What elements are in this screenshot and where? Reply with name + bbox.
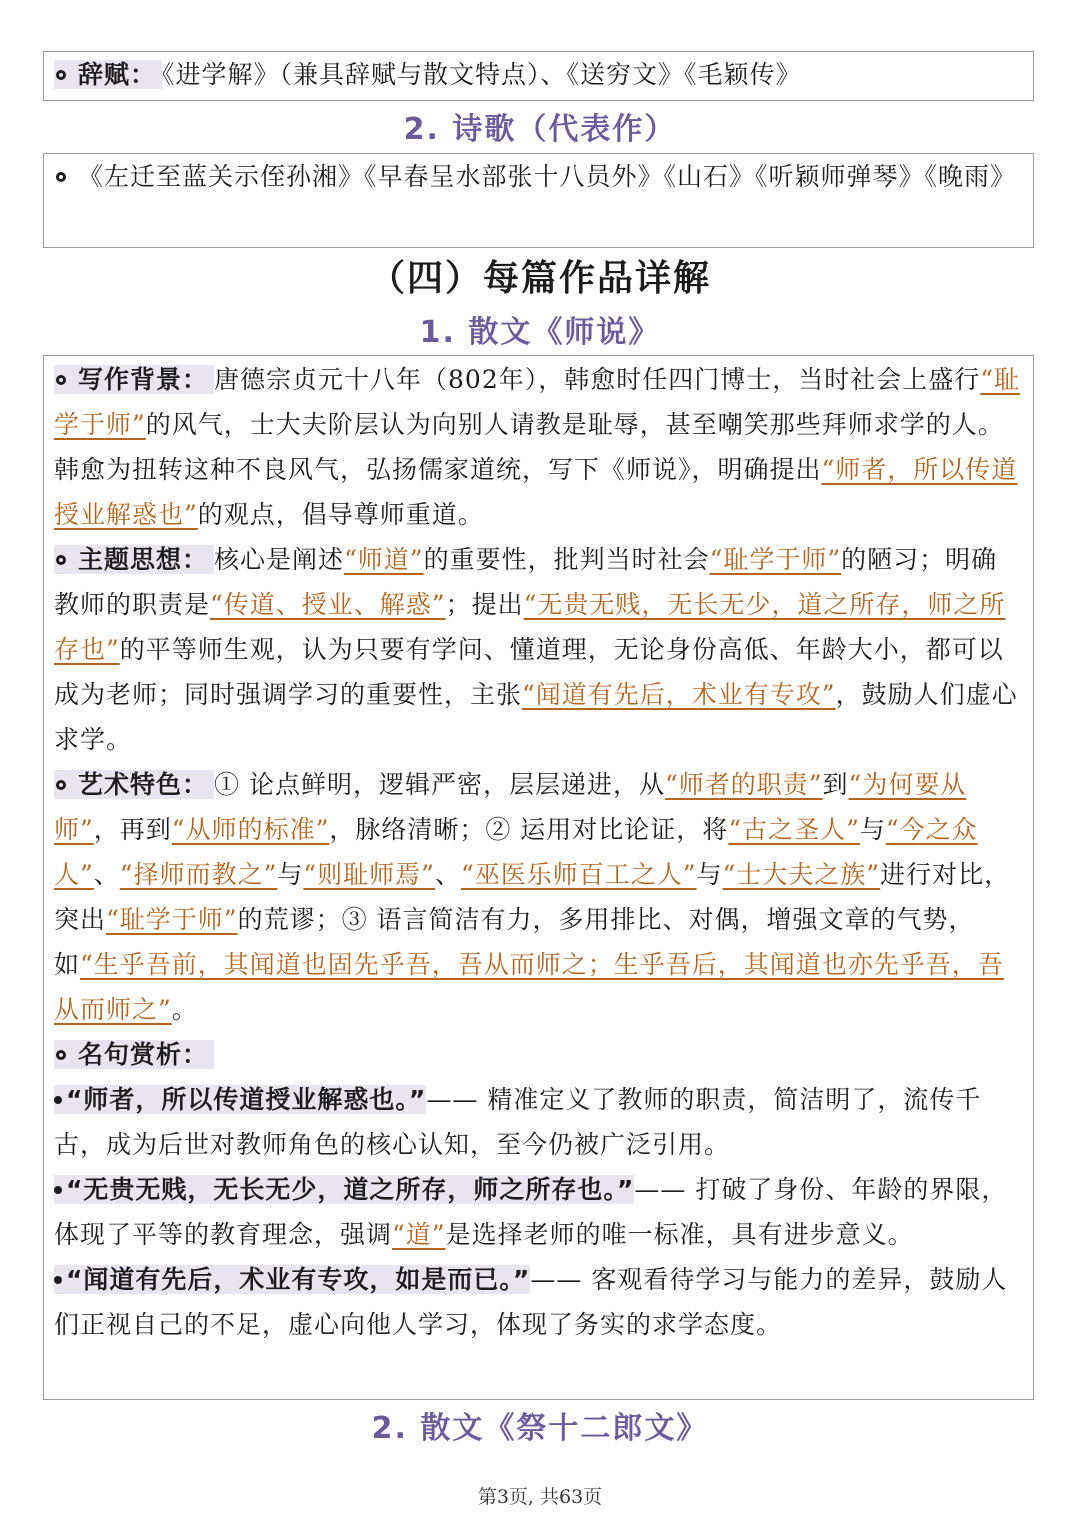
poetry-text: 《左迁至蓝关示侄孙湘》《早春呈水部张十八员外》《山石》《听颖师弹琴》《晚雨》 (78, 162, 1017, 191)
theme-text: 的重要性，批判当时社会 (423, 545, 710, 574)
quotes-label: 名句赏析： (78, 1040, 209, 1069)
highlighted-quote: “无贵无贱，无长无少，道之所存，师之所存也” (54, 590, 1006, 664)
highlighted-quote: “师道” (344, 545, 424, 574)
quote-1-text: “师者，所以传道授业解惑也。” (66, 1085, 427, 1114)
section4-heading: （四）每篇作品详解 (368, 258, 711, 299)
highlighted-quote: “闻道有先后，术业有专攻” (522, 680, 836, 709)
background-text: 的风气，士大夫阶层认为向别人请教是耻辱，甚至嘲笑那些拜师求学的人。韩愈为扭转这种不良风气，弘扬儒家道统，写下《师说》，明确提出 (54, 410, 1004, 484)
art-text: 。 (171, 995, 198, 1024)
art-text: 与 (696, 860, 723, 889)
quote-3-highlight (54, 1265, 530, 1294)
quote-2-comment: —— 打破了身份、年龄的界限，体现了平等的教育理念，强调 (54, 1175, 1008, 1249)
bullet-dot-icon (54, 1096, 62, 1104)
quote-3-comment: —— 客观看待学习与能力的差异，鼓励人们正视自己的不足，虚心向他人学习，体现了务实的求学态度。 (54, 1265, 1008, 1339)
background-label-highlight (54, 365, 214, 394)
cifu-text: 《进学解》（兼具辞赋与散文特点）、《送穷文》《毛颖传》 (162, 60, 802, 89)
art-text: ，脉络清晰；② 运用对比论证，将 (329, 815, 729, 844)
highlighted-quote: “生乎吾前，其闻道也固先乎吾，吾从而师之；生乎吾后，其闻道也亦先乎吾，吾从而师之” (54, 950, 1004, 1024)
quote-3-text: “闻道有先后，术业有专攻，如是而已。” (66, 1265, 531, 1294)
highlighted-quote: “巫医乐师百工之人” (460, 860, 697, 889)
cifu-label: 辞赋： (78, 60, 157, 89)
highlighted-quote: “为何要从师” (54, 770, 967, 844)
bullet-icon (56, 555, 66, 565)
theme-text: 的陋习；明确教师的职责是 (54, 545, 998, 619)
background-text: 唐德宗贞元十八年（802年），韩愈时任四门博士，当时社会上盛行 (214, 365, 981, 394)
theme-text: ，鼓励人们虚心求学。 (54, 680, 1018, 754)
page-footer: 第3页, 共63页 (477, 1486, 603, 1508)
quote-1-highlight (54, 1085, 426, 1114)
highlighted-quote: “道” (392, 1220, 446, 1249)
art-label-highlight (54, 770, 214, 799)
top-box (43, 51, 1034, 101)
quote-2-comment: 是选择老师的唯一标准，具有进步意义。 (445, 1220, 914, 1249)
background-paragraph (44, 357, 1033, 537)
highlighted-quote: “古之圣人” (728, 815, 860, 844)
quote-2-highlight (54, 1175, 634, 1204)
highlighted-quote: “耻学于师” (106, 905, 238, 934)
art-text: 与 (859, 815, 886, 844)
art-text: ，再到 (93, 815, 172, 844)
highlighted-quote: “从师的标准” (171, 815, 330, 844)
quote-2-text: “无贵无贱，无长无少，道之所存，师之所存也。” (66, 1175, 635, 1204)
art-text: 的荒谬；③ 语言简洁有力，多用排比、对偶，增强文章的气势，如 (54, 905, 975, 979)
bullet-dot-icon (54, 1186, 62, 1194)
quotes-label-highlight (54, 1040, 214, 1069)
essay2-heading: 2. 散文《祭十二郎文》 (371, 1411, 709, 1446)
highlighted-quote: “士大夫之族” (722, 860, 881, 889)
highlighted-quote: “耻学于师” (54, 365, 1021, 439)
art-text: ① 论点鲜明，逻辑严密，层层递进，从 (214, 770, 665, 799)
highlighted-quote: “择师而教之” (119, 860, 278, 889)
art-text: 到 (822, 770, 849, 799)
poetry-row (44, 154, 1033, 199)
quotes-label-row (44, 1032, 1033, 1077)
theme-text: 核心是阐述 (214, 545, 345, 574)
art-label: 艺术特色： (78, 770, 209, 799)
highlighted-quote: “则耻师焉” (303, 860, 435, 889)
cifu-label-highlight (54, 60, 162, 89)
quote-item-3 (44, 1257, 1033, 1347)
art-text: 进行对比，突出 (54, 860, 1011, 934)
theme-label-highlight (54, 545, 214, 574)
art-text: 、 (93, 860, 120, 889)
highlighted-quote: “师者的职责” (664, 770, 823, 799)
background-label: 写作背景： (78, 365, 209, 394)
bullet-icon (56, 375, 66, 385)
highlighted-quote: “传道、授业、解惑” (210, 590, 446, 619)
highlighted-quote: “耻学于师” (709, 545, 842, 574)
background-text: 的观点，倡导尊师重道。 (197, 500, 484, 529)
quote-item-1 (44, 1077, 1033, 1167)
quote-1-comment: —— 精准定义了教师的职责，简洁明了，流传千古，成为后世对教师角色的核心认知，至今仍被广泛引用。 (54, 1085, 982, 1159)
bullet-icon (56, 172, 66, 182)
poetry-box (43, 153, 1034, 248)
bullet-icon (56, 780, 66, 790)
essay1-box (43, 355, 1034, 1400)
quote-item-2 (44, 1167, 1033, 1257)
art-text: 、 (434, 860, 461, 889)
bullet-dot-icon (54, 1276, 62, 1284)
highlighted-quote: “师者，所以传道授业解惑也” (54, 455, 1018, 529)
theme-label: 主题思想： (78, 545, 209, 574)
cifu-row (44, 52, 1033, 98)
theme-paragraph (44, 537, 1033, 762)
bullet-icon (56, 1050, 66, 1060)
art-paragraph (44, 762, 1033, 1032)
art-text: 与 (277, 860, 304, 889)
bullet-icon (56, 70, 66, 80)
highlighted-quote: “今之众人” (54, 815, 978, 889)
poetry-heading: 2. 诗歌（代表作） (403, 112, 677, 147)
theme-text: ；提出 (445, 590, 524, 619)
theme-text: 的平等师生观，认为只要有学问、懂道理，无论身份高低、年龄大小，都可以成为老师；同时强调学习的重要性，主张 (54, 635, 1004, 709)
essay1-heading: 1. 散文《师说》 (419, 315, 661, 350)
